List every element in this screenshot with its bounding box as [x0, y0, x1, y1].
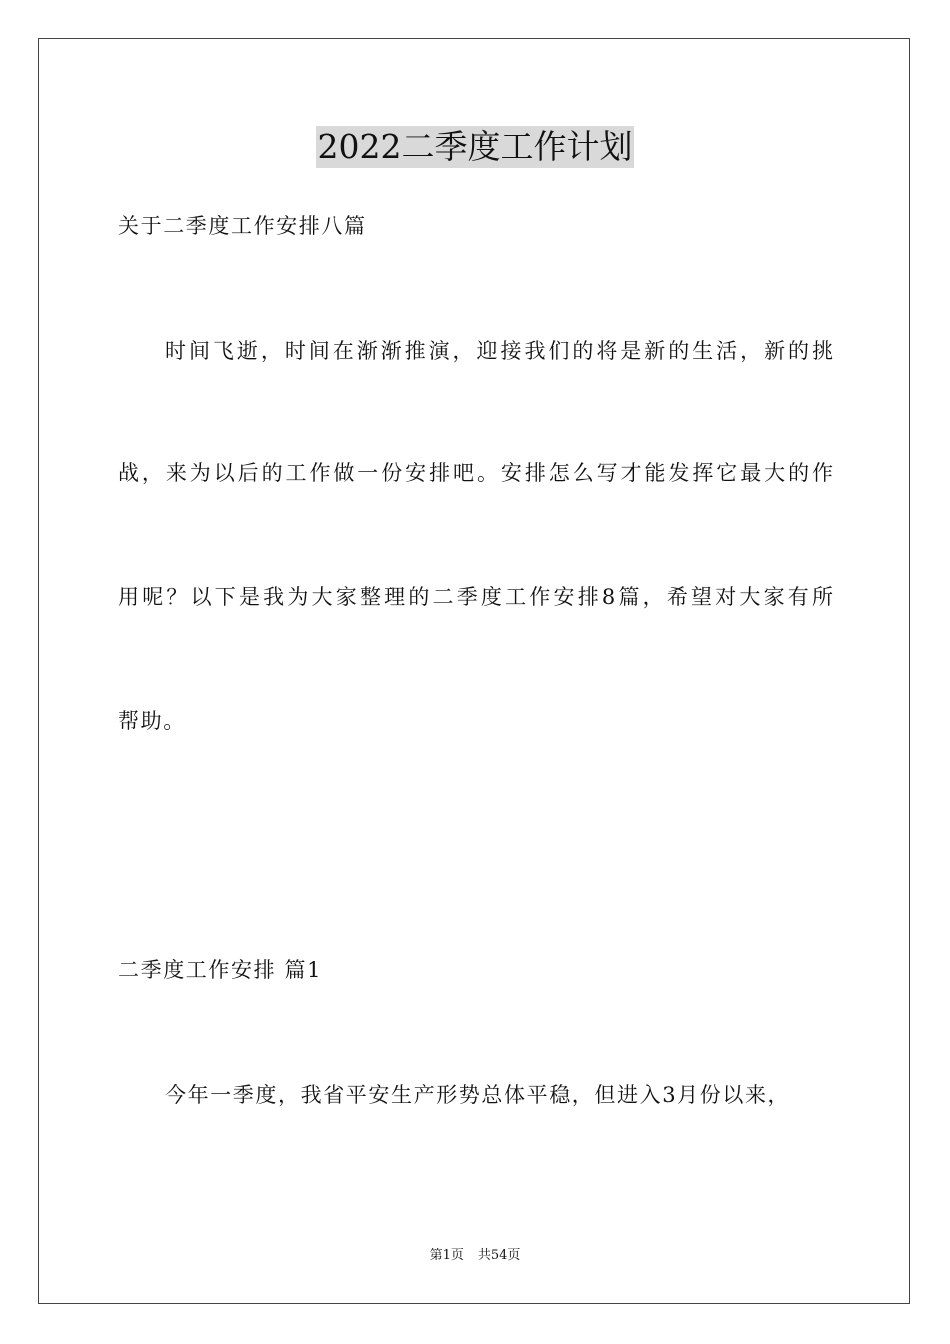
document-subtitle: 关于二季度工作安排八篇 [118, 214, 367, 238]
intro-line-3: 用呢？以下是我为大家整理的二季度工作安排8篇，希望对大家有所 [118, 585, 833, 609]
intro-line-2: 战，来为以后的工作做一份安排吧。安排怎么写才能发挥它最大的作 [118, 461, 833, 485]
section-paragraph-line-1: 今年一季度，我省平安生产形势总体平稳，但进入3月份以来， [165, 1083, 791, 1107]
document-title-container [0, 126, 950, 168]
page-number: 第1页 [429, 1248, 464, 1263]
intro-line-4: 帮助。 [118, 709, 186, 733]
page-total: 共54页 [477, 1248, 521, 1263]
section-heading: 二季度工作安排 篇1 [118, 958, 323, 982]
intro-line-1: 时间飞逝，时间在渐渐推演，迎接我们的将是新的生活，新的挑 [165, 339, 833, 363]
page-footer [0, 1247, 950, 1265]
document-title: 2022二季度工作计划 [317, 127, 633, 166]
